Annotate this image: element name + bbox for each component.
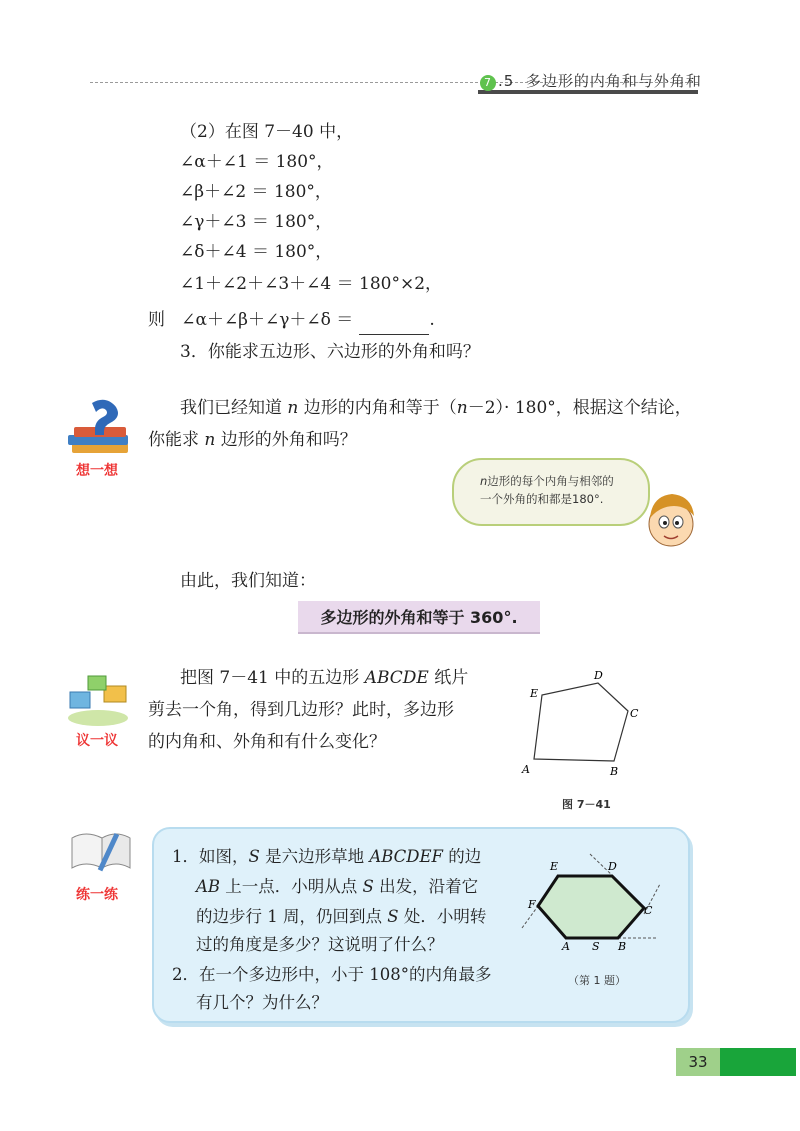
equation-5: ∠1＋∠2＋∠3＋∠4 ＝ 180°×2， <box>180 274 443 294</box>
discuss-line-3: 的内角和、外角和有什么变化？ <box>148 732 386 752</box>
q2-line-2: 有几个？为什么？ <box>196 993 328 1012</box>
section-badge: 7 <box>480 75 496 91</box>
hint-bubble <box>452 458 650 526</box>
vertex-label-e: E <box>530 687 539 700</box>
think-n1: n <box>287 398 299 418</box>
vertex-label-d: D <box>594 669 603 682</box>
hex-label-s: S <box>592 940 600 953</box>
vertex-label-a: A <box>522 763 530 776</box>
hex-label-c: C <box>644 904 653 917</box>
q1-s-3: S <box>387 907 399 926</box>
result-period: . <box>429 310 435 330</box>
think-n2: n <box>456 398 468 418</box>
hex-label-a: A <box>562 940 570 953</box>
practice-label: 练一练 <box>76 887 118 903</box>
discuss-icon <box>64 672 134 728</box>
q1-s-1: S <box>248 847 260 866</box>
section-number: .5 <box>498 72 515 90</box>
q1-text-e: 出发，沿着它 <box>379 877 479 896</box>
q1-text-c: 的边 <box>448 847 482 866</box>
equation-4: ∠δ＋∠4 ＝ 180°， <box>180 242 333 262</box>
discuss-pentagon-name: ABCDE <box>364 668 429 688</box>
bubble-n: n <box>480 474 488 488</box>
think-label: 想一想 <box>76 463 118 479</box>
q1-text-b: 是六边形草地 <box>265 847 365 866</box>
hex-label-b: B <box>618 940 627 953</box>
q1-hexagon-name: ABCDEF <box>369 847 444 866</box>
section-header <box>480 70 702 91</box>
then-word: 则 <box>148 310 165 330</box>
hexagon-figure <box>520 850 660 956</box>
discuss-line-2: 剪去一个角，得到几边形？此时，多边形 <box>148 700 454 720</box>
hex-label-e: E <box>550 860 559 873</box>
hex-label-d: D <box>608 860 617 873</box>
vertex-label-b: B <box>610 765 619 778</box>
q1-line-4: 过的角度是多少？这说明了什么？ <box>196 935 444 954</box>
think-line-1 <box>180 393 692 423</box>
equation-3: ∠γ＋∠3 ＝ 180°， <box>180 212 333 232</box>
figure-caption-q1: （第 1 题） <box>568 974 626 987</box>
answer-blank <box>359 316 429 335</box>
equation-2: ∠β＋∠2 ＝ 180°， <box>180 182 332 202</box>
q1-line-3 <box>196 902 486 932</box>
conclusion-box: 多边形的外角和等于 360°. <box>298 601 540 634</box>
think-text-b: 边形的内角和等于（ <box>303 398 457 418</box>
result-expression: ∠α＋∠β＋∠γ＋∠δ ＝ <box>181 310 354 330</box>
bubble-text-1: 边形的每个内角与相邻的 <box>487 474 614 488</box>
think-text-a: 我们已经知道 <box>180 398 282 418</box>
boy-avatar <box>640 488 702 550</box>
q1-text-f: 的边步行 1 周，仍回到点 <box>196 907 382 926</box>
q1-s-2: S <box>362 877 374 896</box>
think-text-e: 边形的外角和吗？ <box>220 430 357 450</box>
think-line-2 <box>148 425 357 455</box>
discuss-line-1 <box>180 663 468 693</box>
hex-label-f: F <box>528 898 536 911</box>
hexagon-shape <box>538 876 644 938</box>
practice-icon <box>66 828 136 886</box>
vertex-label-c: C <box>630 707 639 720</box>
problem2-intro: （2）在图 7－40 中， <box>180 122 354 142</box>
q1-line-2 <box>196 872 478 902</box>
figure-caption-7-41: 图 7－41 <box>562 798 611 811</box>
equation-1: ∠α＋∠1 ＝ 180°， <box>180 152 334 172</box>
bubble-line-2: 一个外角的和都是180°. <box>480 492 604 506</box>
think-n3: n <box>204 430 216 450</box>
so-we-know: 由此，我们知道： <box>180 571 316 591</box>
pentagon-shape <box>534 683 628 761</box>
q1-ab: AB <box>196 877 221 896</box>
result-line <box>148 305 435 335</box>
q1-text-a: 1．如图， <box>172 847 249 866</box>
discuss-text-b: 纸片 <box>434 668 469 688</box>
section-title: 多边形的内角和与外角和 <box>525 72 702 90</box>
discuss-label: 议一议 <box>76 733 118 749</box>
q1-text-d: 上一点．小明从点 <box>225 877 358 896</box>
discuss-text-a: 把图 7－41 中的五边形 <box>180 668 360 688</box>
page-number-bar <box>720 1048 796 1076</box>
pentagon-figure <box>510 665 660 785</box>
think-text-d: 你能求 <box>148 430 199 450</box>
think-text-c: －2）· 180°，根据这个结论， <box>467 398 692 418</box>
question-3: 3．你能求五边形、六边形的外角和吗？ <box>180 342 480 362</box>
q1-text-g: 处．小明转 <box>403 907 487 926</box>
q2-line-1: 2．在一个多边形中，小于 108°的内角最多 <box>172 965 492 984</box>
q1-line-1 <box>172 842 481 872</box>
page-number: 33 <box>676 1048 720 1076</box>
bubble-line-1 <box>480 472 648 490</box>
